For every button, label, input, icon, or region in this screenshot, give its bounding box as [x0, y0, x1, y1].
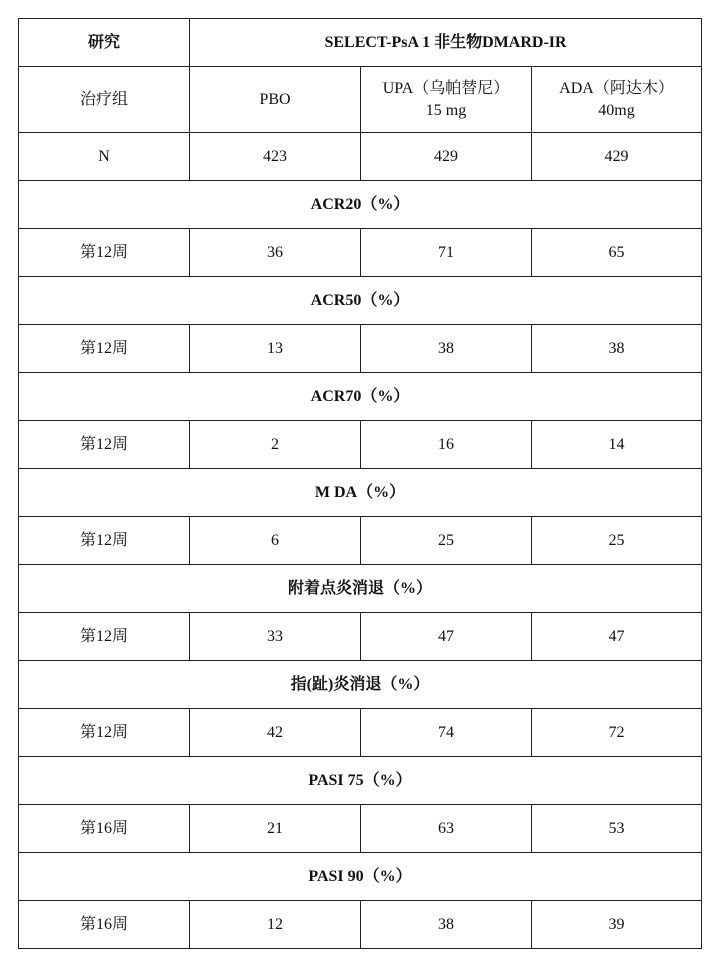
ada-group-name: ADA（阿达木） [559, 79, 674, 97]
ada-value-cell: 25 [532, 517, 702, 565]
pbo-value-cell: 6 [190, 517, 361, 565]
upa-group-name: UPA（乌帕替尼） [382, 79, 510, 97]
treatment-group-row [19, 67, 702, 133]
section-title-row [19, 661, 702, 709]
table-body [19, 19, 702, 949]
timepoint-cell: 第16周 [19, 805, 190, 853]
section-data-row [19, 709, 702, 757]
section-title-cell: ACR70（%） [19, 373, 702, 421]
pbo-n-cell: 423 [190, 133, 361, 181]
ada-value-cell: 53 [532, 805, 702, 853]
section-title-cell: PASI 90（%） [19, 853, 702, 901]
ada-value-cell: 47 [532, 613, 702, 661]
upa-value-cell: 47 [361, 613, 532, 661]
sample-size-label-cell: N [19, 133, 190, 181]
timepoint-cell: 第12周 [19, 613, 190, 661]
section-title-row [19, 853, 702, 901]
section-title-row [19, 181, 702, 229]
section-data-row [19, 613, 702, 661]
upa-value-cell: 71 [361, 229, 532, 277]
ada-value-cell: 39 [532, 901, 702, 949]
section-title-cell: 附着点炎消退（%） [19, 565, 702, 613]
section-title-row [19, 373, 702, 421]
section-title-row [19, 277, 702, 325]
pbo-value-cell: 13 [190, 325, 361, 373]
section-data-row [19, 229, 702, 277]
ada-group-dose: 40mg [598, 101, 635, 119]
section-title-cell: ACR50（%） [19, 277, 702, 325]
timepoint-cell: 第12周 [19, 229, 190, 277]
section-data-row [19, 421, 702, 469]
ada-value-cell: 65 [532, 229, 702, 277]
section-title-row [19, 469, 702, 517]
study-name-cell: SELECT-PsA 1 非生物DMARD-IR [190, 19, 702, 67]
pbo-value-cell: 12 [190, 901, 361, 949]
ada-group-cell [532, 67, 702, 133]
section-title-cell: M DA（%） [19, 469, 702, 517]
upa-value-cell: 25 [361, 517, 532, 565]
ada-n-cell: 429 [532, 133, 702, 181]
section-title-cell: PASI 75（%） [19, 757, 702, 805]
section-data-row [19, 517, 702, 565]
ada-value-cell: 14 [532, 421, 702, 469]
timepoint-cell: 第16周 [19, 901, 190, 949]
section-title-cell: 指(趾)炎消退（%） [19, 661, 702, 709]
section-title-row [19, 565, 702, 613]
pbo-group-cell: PBO [190, 67, 361, 133]
section-data-row [19, 901, 702, 949]
upa-value-cell: 38 [361, 325, 532, 373]
timepoint-cell: 第12周 [19, 325, 190, 373]
upa-group-dose: 15 mg [425, 101, 467, 119]
pbo-value-cell: 2 [190, 421, 361, 469]
header-row [19, 19, 702, 67]
upa-group-cell [361, 67, 532, 133]
pbo-value-cell: 33 [190, 613, 361, 661]
sample-size-row [19, 133, 702, 181]
upa-value-cell: 38 [361, 901, 532, 949]
section-title-cell: ACR20（%） [19, 181, 702, 229]
upa-value-cell: 63 [361, 805, 532, 853]
timepoint-cell: 第12周 [19, 517, 190, 565]
section-data-row [19, 805, 702, 853]
pbo-value-cell: 21 [190, 805, 361, 853]
study-label-cell: 研究 [19, 19, 190, 67]
ada-value-cell: 72 [532, 709, 702, 757]
treatment-group-label-cell: 治疗组 [19, 67, 190, 133]
upa-value-cell: 16 [361, 421, 532, 469]
section-title-row [19, 757, 702, 805]
ada-value-cell: 38 [532, 325, 702, 373]
upa-value-cell: 74 [361, 709, 532, 757]
timepoint-cell: 第12周 [19, 709, 190, 757]
results-table [18, 18, 702, 949]
section-data-row [19, 325, 702, 373]
pbo-value-cell: 42 [190, 709, 361, 757]
upa-n-cell: 429 [361, 133, 532, 181]
timepoint-cell: 第12周 [19, 421, 190, 469]
pbo-value-cell: 36 [190, 229, 361, 277]
